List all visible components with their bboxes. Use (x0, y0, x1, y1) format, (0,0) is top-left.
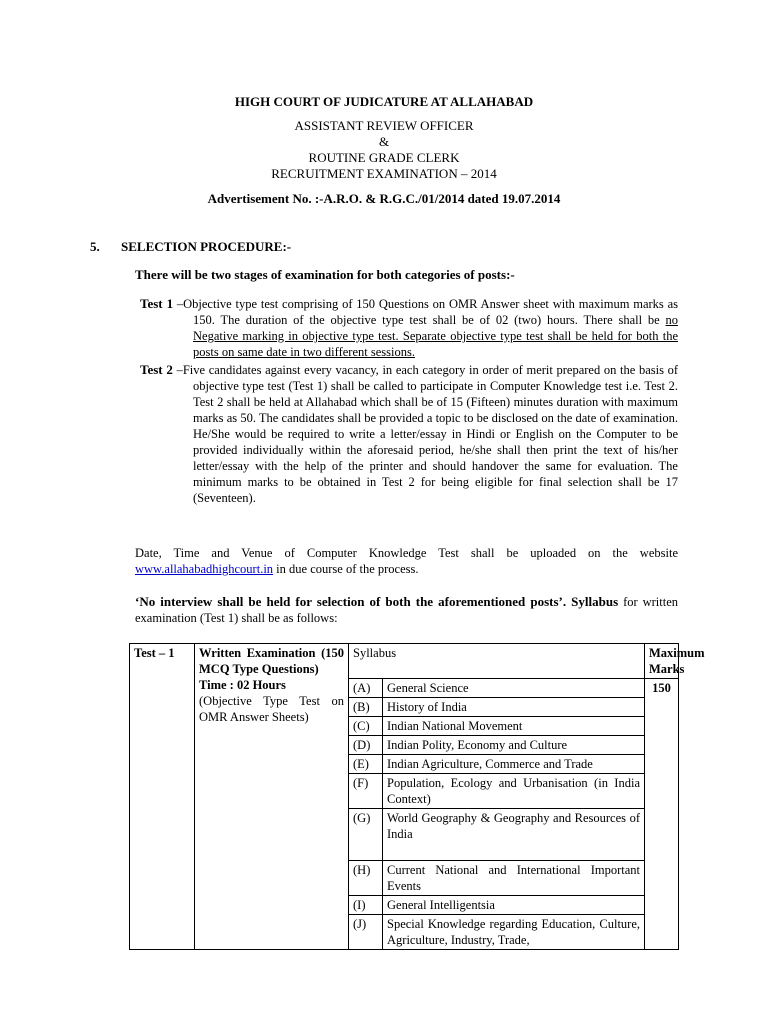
ampersand: & (378, 134, 390, 149)
syllabus-intro (135, 593, 678, 626)
row-subject: Current National and International Important Events (383, 861, 645, 896)
post-title-2: ROUTINE GRADE CLERK (308, 150, 460, 165)
row-code: (H) (349, 861, 383, 896)
test1-underlined: no Negative marking in objective type test. Separate objective type test shall be held for both the posts on same date in two different sessions. (193, 313, 678, 359)
test-cell: Test – 1 (130, 644, 195, 950)
row-subject: Special Knowledge regarding Education, Culture, Agriculture, Industry, Trade, (383, 915, 645, 950)
venue-paragraph (135, 545, 678, 577)
exam-time: Time : 02 Hours (199, 678, 286, 692)
test1-text: –Objective type test comprising of 150 Questions on OMR Answer sheet with maximum marks as 150. The duration of the objective type test shall be of 02 (two) hours. There shall be (173, 297, 678, 327)
exam-mode: (Objective Type Test on OMR Answer Sheets) (199, 694, 344, 724)
test2-label: Test 2 (140, 362, 173, 377)
row-code: (F) (349, 774, 383, 809)
stages-intro: There will be two stages of examination for both categories of posts:- (135, 267, 515, 282)
row-code: (D) (349, 736, 383, 755)
row-code: (A) (349, 679, 383, 698)
syllabus-table (129, 643, 705, 950)
exam-title: RECRUITMENT EXAMINATION – 2014 (271, 166, 497, 181)
venue-tail: in due course of the process. (273, 562, 419, 576)
row-code: (C) (349, 717, 383, 736)
row-code: (J) (349, 915, 383, 950)
row-subject: General Intelligentsia (383, 896, 645, 915)
post-title-1: ASSISTANT REVIEW OFFICER (294, 118, 474, 133)
test2-paragraph (140, 361, 678, 506)
max-marks-value: 150 (645, 679, 679, 950)
syllabus-header: Syllabus (349, 644, 645, 679)
row-subject: Indian Polity, Economy and Culture (383, 736, 645, 755)
row-code: (E) (349, 755, 383, 774)
row-subject: World Geography & Geography and Resources of India (383, 809, 645, 861)
test1-label: Test 1 (140, 296, 174, 311)
website-link[interactable]: www.allahabadhighcourt.in (135, 562, 274, 576)
court-title: HIGH COURT OF JUDICATURE AT ALLAHABAD (234, 94, 534, 109)
max-marks-header: Maximum Marks (645, 644, 679, 679)
row-subject: Indian Agriculture, Commerce and Trade (383, 755, 645, 774)
row-code: (G) (349, 809, 383, 861)
written-exam-cell (195, 644, 349, 950)
row-subject: General Science (383, 679, 645, 698)
advertisement-number: Advertisement No. :-A.R.O. & R.G.C./01/2014 dated 19.07.2014 (207, 191, 561, 206)
venue-text: Date, Time and Venue of Computer Knowledge Test shall be uploaded on the website (135, 546, 678, 560)
row-subject: Indian National Movement (383, 717, 645, 736)
section-number: 5. (90, 239, 100, 254)
row-subject: History of India (383, 698, 645, 717)
row-code: (B) (349, 698, 383, 717)
no-interview-note: ‘No interview shall be held for selection of both the aforementioned posts’. Syllabus (135, 594, 619, 609)
test1-paragraph (140, 295, 678, 360)
section-title: SELECTION PROCEDURE:- (121, 239, 292, 254)
row-subject: Population, Ecology and Urbanisation (in India Context) (383, 774, 645, 809)
test2-text: –Five candidates against every vacancy, in each category in order of merit prepared on the basis of objective type test (Test 1) shall be called to participate in Computer Knowledge test i.e. Test 2. Test 2 shall be held at Allahabad which shall be of 15 (Fifteen) minutes duration with maximum marks as 50. The candidates shall be provided a topic to be disclosed on the date of examination. He/She would be required to write a letter/essay in Hindi or English on the Computer to be provided individually within the aforesaid period, he/she shall then print the text of his/her letter/essay with the help of the printer and should handover the same for evaluation. The minimum marks to be obtained in Test 2 for being eligible for final selection shall be 17 (Seventeen). (172, 363, 679, 505)
written-exam-title: Written Examination (150 MCQ Type Questions) (199, 646, 344, 676)
syllabus-intro-tail: for written examination (Test 1) shall be as follows: (135, 595, 678, 625)
row-code: (I) (349, 896, 383, 915)
